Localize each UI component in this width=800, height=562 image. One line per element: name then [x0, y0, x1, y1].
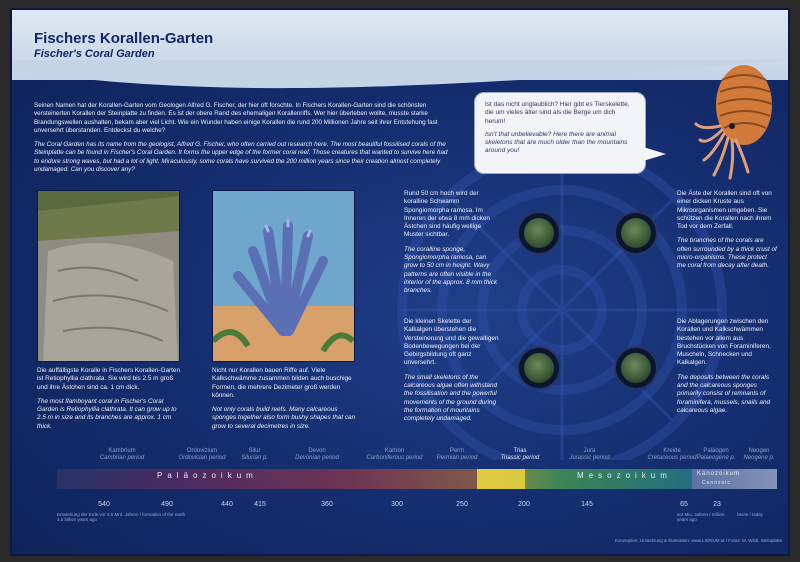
rock-caption-english: The most flamboyant coral in Fischer's Coral Garden is Retiophyllia clathrata. It can grow up to 2.5 m in size and its branches are approx. 1 cm thick.	[37, 397, 177, 430]
bubble-german: Ist das nicht unglaublich? Hier gibt es Tierskelette, die um vieles älter sind als die Berge um dich herum!	[485, 101, 630, 125]
sponge-caption-german: Rund 50 cm hoch wird der koralline Schwamm Spongiomorpha ramosa. Im Inneren der etwa 8 mm dicken Ästchen sind häufig wellige Muster sichtbar.	[404, 190, 490, 239]
sponge-caption	[404, 190, 499, 296]
earth-origin-note: Entstehung der Erde vor 4.5 Mrd. Jahren / formation of the earth 4.5 billion years ago	[57, 512, 186, 522]
coral-caption-english: Not only corals build reefs. Many calcareous sponges together also form bushy shapes that can grow to several decimetres in size.	[212, 406, 356, 430]
viewing-window-bottom-left	[519, 348, 559, 388]
bubble-english: Isn't that unbelievable? Here there are animal skeletons that are much older than the mountains around you!	[485, 130, 628, 155]
period-jurassic: Jura Jurassic period	[569, 448, 610, 461]
title-english: Fischer's Coral Garden	[34, 48, 155, 60]
period-cambrian: Kambrium Cambrian period	[99, 448, 145, 461]
period-devonian: Devon Devonian period	[295, 448, 339, 461]
algae-caption-english: The small skeletons of the calcareous algae often withstand the fossilisation and the powerful movements of the ground during the formation of mountains completely undamaged.	[404, 373, 498, 423]
period-carboniferous: Karbon Carboniferous period	[366, 448, 423, 461]
intro-german: Seinen Namen hat der Korallen-Garten vom Geologen Alfred G. Fischer, der hier oft forschte. In Fischers Korallen-Garten sind die schönsten versteinerten Korallen der Steinplatte zu finden. Es ist der obere Rand des ehemaligen Korallenriffs. Wer hier überleben wollte, musste starke Brandungswellen aushalten, bekam aber viel Licht. Wie ein Wunder haben einige Korallen die rund 200 Millionen Jahre seit ihrer Entstehung fast unversehrt überstanden. Entdeckst du welche?	[34, 102, 438, 134]
viewing-window-top-left	[519, 213, 559, 253]
ammonite-mascot-illustration	[692, 60, 782, 185]
algae-caption-german: Die kleinen Skelette der Kalkalgen überstehen die Versteinerung und die gewaltigen Bodenbewegungen bei der Gebirgsbildung oft ganz unversehrt.	[404, 318, 499, 367]
speech-bubble-tail	[640, 146, 666, 162]
period-neogene: Neogen Neogene p.	[743, 448, 775, 461]
era-cenozoic-english-label: Cenozoic	[702, 480, 731, 486]
period-cretaceous: Kreide Cretaceous period	[647, 448, 697, 461]
title-german: Fischers Korallen-Garten	[34, 30, 214, 47]
period-permian: Perm Permian period	[436, 448, 478, 461]
branches-caption-english: The branches of the corals are often surrounded by a thick crust of micro-organisms. These protect the coral from decay after death.	[677, 237, 777, 270]
intro-text	[34, 102, 454, 180]
tick-65: 65	[680, 501, 688, 508]
deposits-caption	[677, 318, 777, 415]
info-board	[10, 8, 790, 556]
geologic-timeline	[57, 448, 777, 528]
viewing-window-bottom-right	[616, 348, 656, 388]
branches-caption	[677, 190, 777, 271]
million-years-note: vor Mio. Jahren / million years ago	[677, 512, 725, 522]
era-cenozoic-label: Känozoikum	[697, 471, 741, 477]
sponge-caption-english: The coralline sponge, Spongiomorpha ramosa, can grow to 50 cm in height. Wavy patterns are often visible in the interior of the approx. 8 mm thick branches.	[404, 245, 498, 295]
coral-caption-german: Nicht nur Korallen bauen Riffe auf. Viele Kalkschwämme zusammen bilden auch buschige Formen, die mehrere Dezimeter groß werden können.	[212, 367, 352, 399]
period-triassic: Trias Triassic period	[500, 448, 540, 461]
tick-250: 250	[456, 501, 468, 508]
credits: Konzeption, Umsetzung & Illustration: www.LIGNUM.at / Fotos: M. Wildt, Steinplatte	[614, 538, 782, 543]
deposits-caption-german: Die Ablagerungen zwischen den Korallen und Kalkschwämmen bestehen vor allem aus Bruchstücken von Foraminiferen, Muscheln, Schnecken und Kalkalgen.	[677, 318, 771, 367]
today-note: heute / today	[737, 512, 764, 517]
tick-415: 415	[254, 501, 266, 508]
tick-540: 540	[98, 501, 110, 508]
viewing-window-top-right	[616, 213, 656, 253]
period-palaeogene: Paläogen Palaeogene p.	[696, 448, 736, 461]
rock-coral-photo	[37, 190, 180, 362]
era-paleozoic-label: Paläozoikum	[157, 471, 258, 480]
era-mesozoic-label: Mesozoikum	[577, 471, 672, 480]
tick-23: 23	[713, 501, 721, 508]
tick-300: 300	[391, 501, 403, 508]
tick-200: 200	[518, 501, 530, 508]
deposits-caption-english: The deposits between the corals and the calcareous sponges primarily consist of remnants of foraminifera, mussels, snails and calcareous algae.	[677, 373, 771, 414]
tick-440: 440	[221, 501, 233, 508]
period-ordovician: Ordovizium Ordovician period	[178, 448, 226, 461]
branches-caption-german: Die Äste der Korallen sind oft von einer dicken Kruste aus Mikroorganismen umgeben. Sie schützen die Korallen nach ihrem Tod vor dem Zerfall.	[677, 190, 772, 231]
tick-490: 490	[161, 501, 173, 508]
intro-english: The Coral Garden has its name from the geologist, Alfred G. Fischer, who often carried out research here. The most beautiful fossilised corals of the Steinplatte can be found in Fischer's Coral Garden. It forms the upper edge of the former coral reef. Those creatures that wanted to survive here had to endure strong waves, but had a lot of light. Miraculously, some corals have survived the 200 million years since their creation almost completely undamaged. Can you discover any?	[34, 141, 448, 174]
coral-reconstruction-illustration	[212, 190, 355, 362]
rock-caption	[37, 367, 182, 431]
coral-caption	[212, 367, 362, 431]
rock-caption-german: Die auffälligste Koralle in Fischers Korallen-Garten ist Retiophyllia clathrata. Sie wird bis 2.5 m groß und ihre Ästchen sind ca. 1 cm dick.	[37, 367, 181, 391]
algae-caption	[404, 318, 499, 424]
period-silurian: Silur Silurian p.	[241, 448, 268, 461]
tick-360: 360	[321, 501, 333, 508]
tick-145: 145	[581, 501, 593, 508]
speech-bubble	[474, 92, 646, 174]
